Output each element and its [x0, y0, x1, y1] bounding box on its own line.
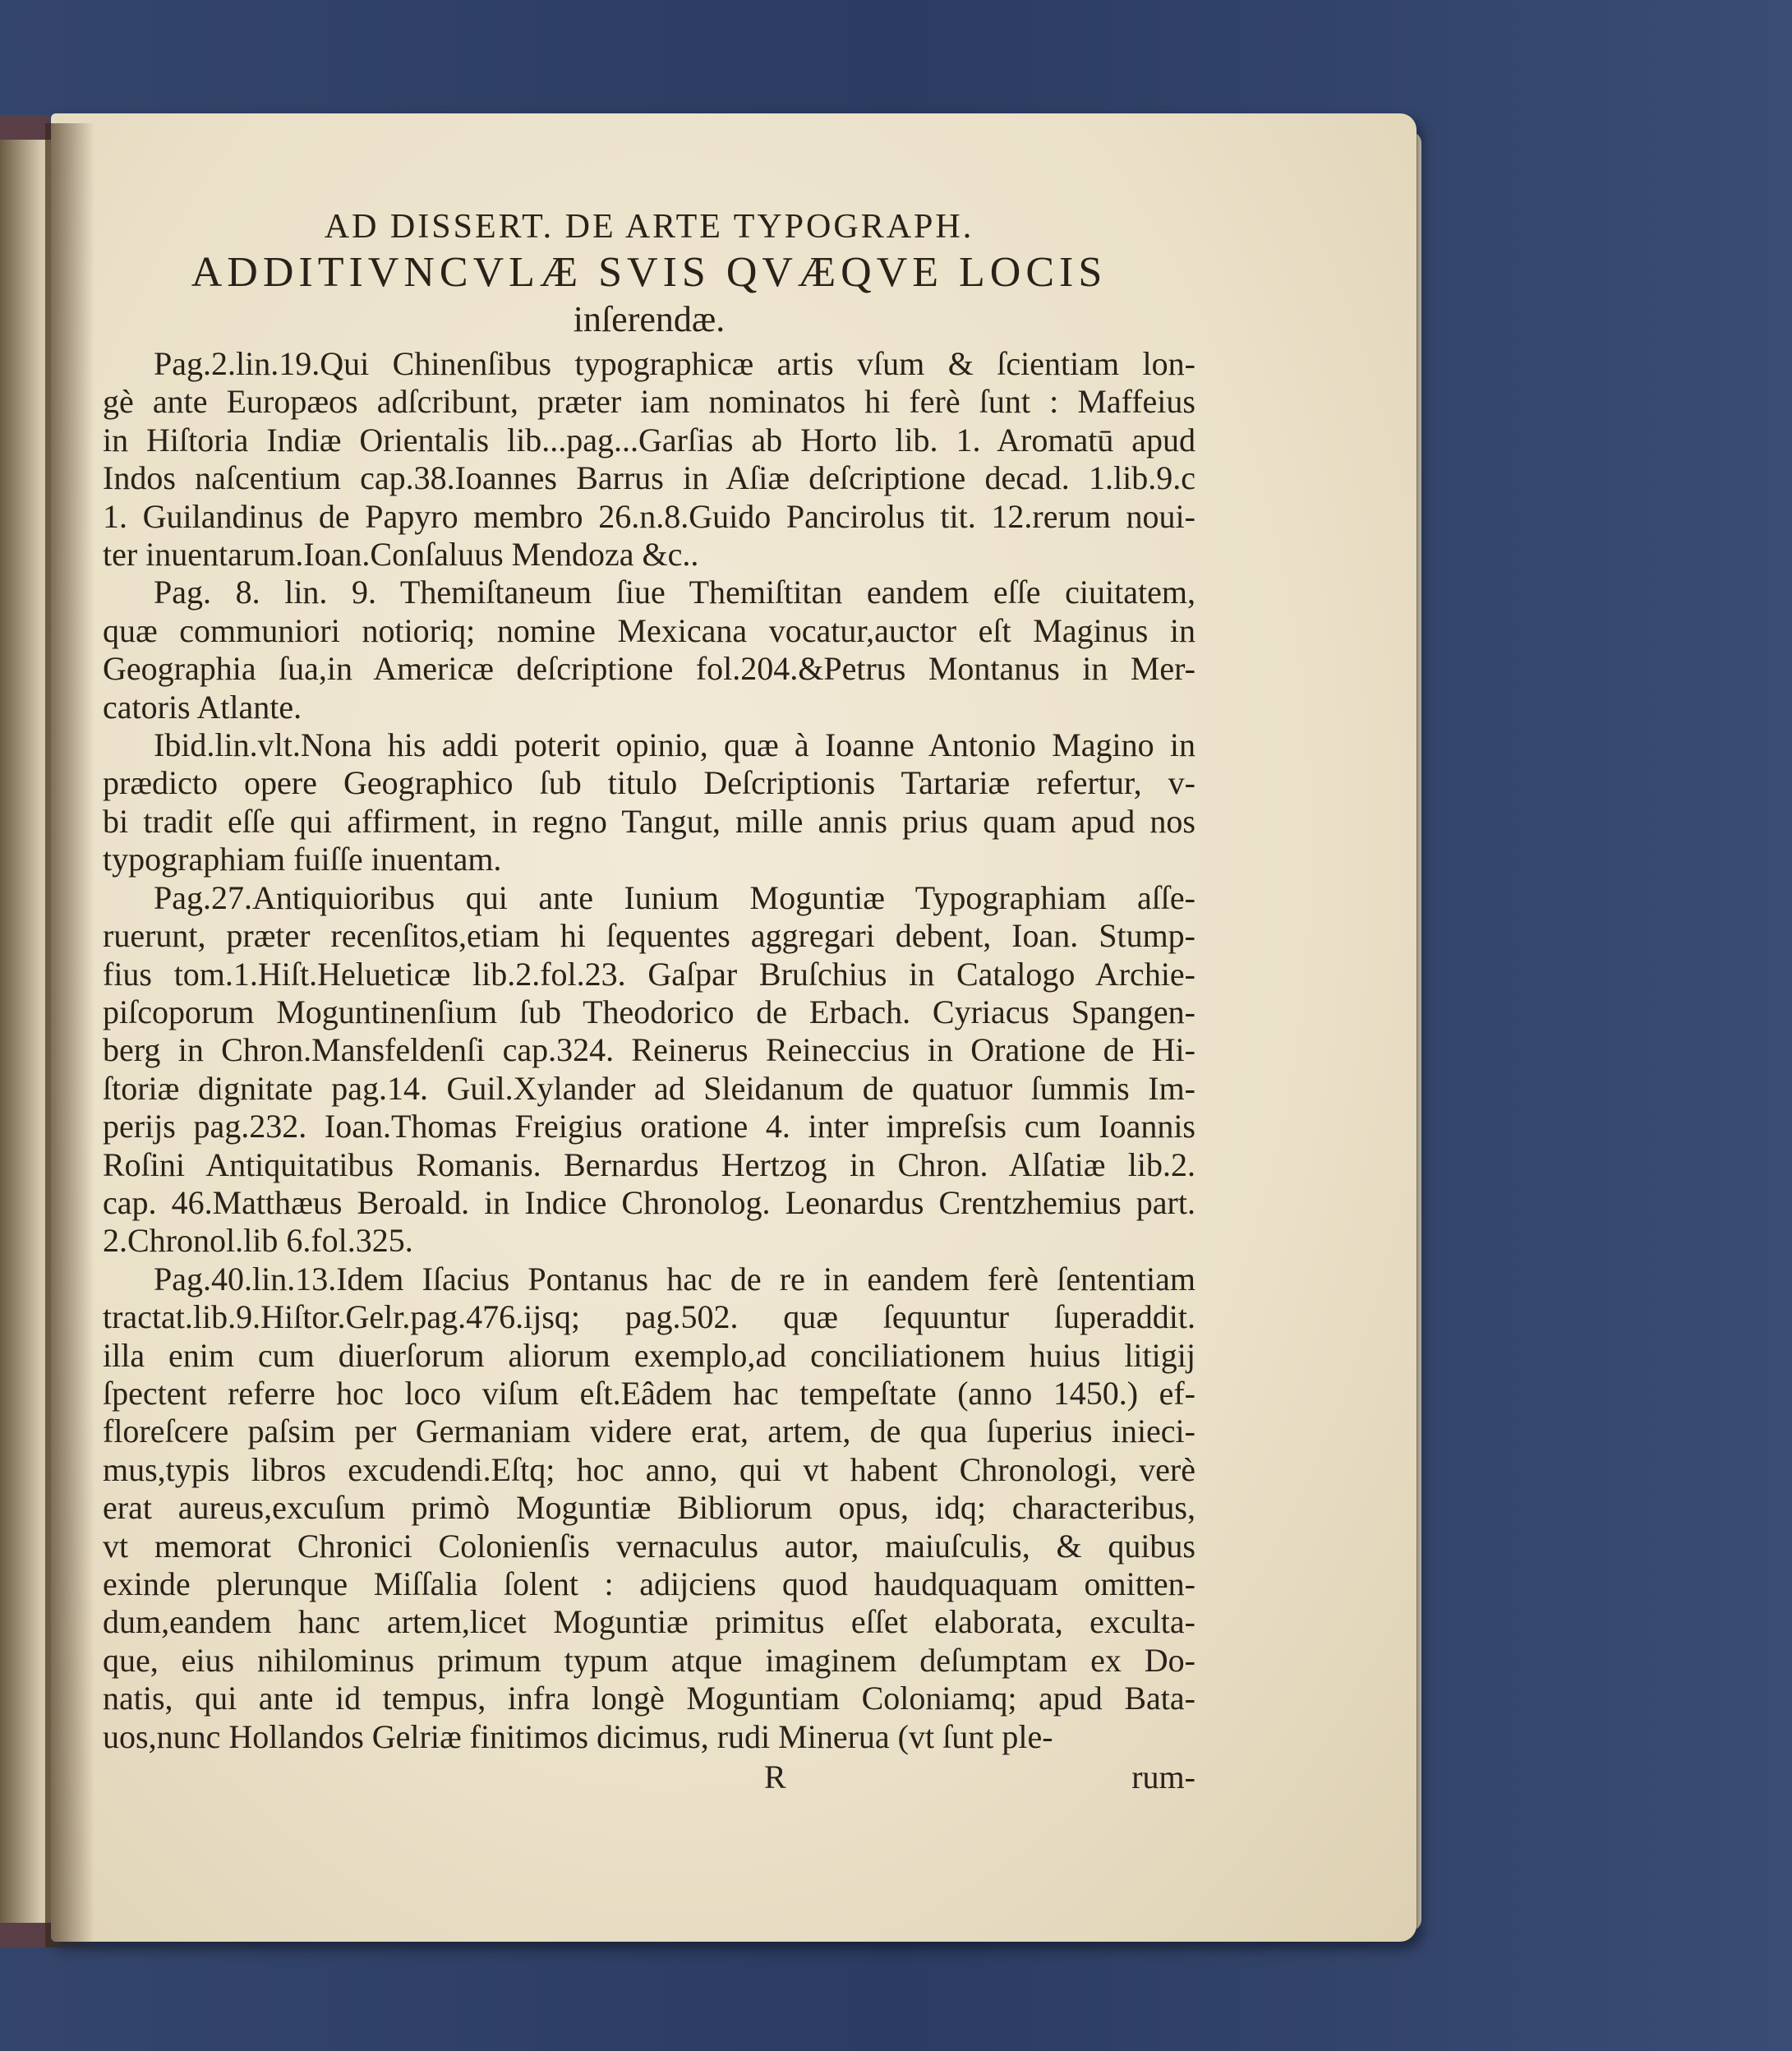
- page-text: [103, 205, 1195, 1795]
- text-line: in Hiſtoria Indiæ Orientalis lib...pag...Garſias ab Horto lib. 1. Aromatū apud: [103, 421, 1195, 459]
- text-line: vt memorat Chronici Colonienſis vernaculus autor, maiuſculis, & quibus: [103, 1527, 1195, 1565]
- body-text: [103, 345, 1195, 1756]
- text-line: prædicto opere Geographico ſub titulo Deſcriptionis Tartariæ refertur, v-: [103, 764, 1195, 802]
- paragraph: [103, 345, 1195, 574]
- text-line: Pag.40.lin.13.Idem Iſacius Pontanus hac de re in eandem ferè ſententiam: [154, 1260, 1195, 1297]
- text-line: ſtoriæ dignitate pag.14. Guil.Xylander ad Sleidanum de quatuor ſummis Im-: [103, 1069, 1195, 1107]
- text-line: dum,eandem hanc artem,licet Moguntiæ primitus eſſet elaborata, exculta-: [103, 1603, 1195, 1641]
- text-line: perijs pag.232. Ioan.Thomas Freigius oratione 4. inter impreſsis cum Ioannis: [103, 1108, 1195, 1145]
- paragraph: [103, 1261, 1195, 1756]
- text-line: Pag. 8. lin. 9. Themiſtaneum ſiue Themiſtitan eandem eſſe ciuitatem,: [154, 574, 1195, 611]
- text-line: fius tom.1.Hiſt.Helueticæ lib.2.fol.23. Gaſpar Bruſchius in Catalogo Archie-: [103, 955, 1195, 993]
- paragraph: [103, 574, 1195, 726]
- page-footer: [103, 1758, 1195, 1795]
- spine-shadow: [45, 123, 94, 1947]
- text-line: Ibid.lin.vlt.Nona his addi poterit opinio, quæ à Ioanne Antonio Magino in: [154, 726, 1195, 764]
- text-line: gè ante Europæos adſcribunt, præter iam nominatos hi ferè ſunt : Maffeius: [103, 383, 1195, 421]
- text-line: que, eius nihilominus primum typum atque imaginem deſumptam ex Do-: [103, 1641, 1195, 1679]
- text-line: berg in Chron.Mansfeldenſi cap.324. Reinerus Reineccius in Oratione de Hi-: [103, 1031, 1195, 1069]
- section-subtitle: inſerendæ.: [573, 299, 726, 339]
- text-line: piſcoporum Moguntinenſium ſub Theodorico de Erbach. Cyriacus Spangen-: [103, 993, 1195, 1030]
- text-line: ruerunt, præter recenſitos,etiam hi ſequentes aggregari debent, Ioan. Stump-: [103, 917, 1195, 955]
- text-line: quæ communiori notioriq; nomine Mexicana vocatur,auctor eſt Maginus in: [103, 611, 1195, 649]
- text-line: typographiam fuiſſe inuentam.: [103, 841, 502, 878]
- text-line: floreſcere paſsim per Germaniam videre erat, artem, de qua ſuperius inieci-: [103, 1413, 1195, 1450]
- text-line: erat aureus,excuſum primò Moguntiæ Bibliorum opus, idq; characteribus,: [103, 1489, 1195, 1527]
- text-line: Pag.27.Antiquioribus qui ante Iunium Moguntiæ Typographiam aſſe-: [154, 878, 1195, 916]
- text-line: Pag.2.lin.19.Qui Chinenſibus typographicæ artis vſum & ſcientiam lon-: [154, 345, 1195, 382]
- text-line: Roſini Antiquitatibus Romanis. Bernardus Hertzog in Chron. Alſatiæ lib.2.: [103, 1145, 1195, 1183]
- text-line: catoris Atlante.: [103, 688, 302, 726]
- paragraph: [103, 879, 1195, 1261]
- text-line: 1. Guilandinus de Papyro membro 26.n.8.Guido Pancirolus tit. 12.rerum noui-: [103, 497, 1195, 535]
- text-line: ſpectent referre hoc loco viſum eſt.Eâdem hac tempeſtate (anno 1450.) ef-: [103, 1374, 1195, 1412]
- text-line: exinde plerunque Miſſalia ſolent : adijciens quod haudquaquam omitten-: [103, 1565, 1195, 1602]
- text-line: cap. 46.Matthæus Beroald. in Indice Chronolog. Leonardus Crentzhemius part.: [103, 1183, 1195, 1221]
- text-line: bi tradit eſſe qui affirment, in regno Tangut, mille annis prius quam apud nos: [103, 802, 1195, 840]
- text-line: mus,typis libros excudendi.Eſtq; hoc anno, qui vt habent Chronologi, verè: [103, 1450, 1195, 1488]
- text-line: 2.Chronol.lib 6.fol.325.: [103, 1222, 413, 1260]
- running-head: AD DISSERT. DE ARTE TYPOGRAPH.: [324, 208, 974, 246]
- paragraph: [103, 726, 1195, 879]
- catchword: rum-: [1131, 1758, 1195, 1796]
- section-title: ADDITIVNCVLÆ SVIS QVÆQVE LOCIS: [191, 249, 1108, 296]
- text-line: uos,nunc Hollandos Gelriæ finitimos dicimus, rudi Minerua (vt ſunt ple-: [103, 1717, 1053, 1755]
- text-line: illa enim cum diuerſorum aliorum exemplo,ad conciliationem huius litigij: [103, 1336, 1195, 1374]
- text-line: Indos naſcentium cap.38.Ioannes Barrus in Aſiæ deſcriptione decad. 1.lib.9.c: [103, 459, 1195, 497]
- text-line: tractat.lib.9.Hiſtor.Gelr.pag.476.ijsq; pag.502. quæ ſequuntur ſuperaddit.: [103, 1298, 1195, 1336]
- text-line: ter inuentarum.Ioan.Conſaluus Mendoza &c..: [103, 536, 699, 574]
- text-line: Geographia ſua,in Americæ deſcriptione fol.204.&Petrus Montanus in Mer-: [103, 650, 1195, 688]
- text-line: natis, qui ante id tempus, infra longè Moguntiam Coloniamq; apud Bata-: [103, 1680, 1195, 1717]
- signature-mark: R: [764, 1758, 786, 1796]
